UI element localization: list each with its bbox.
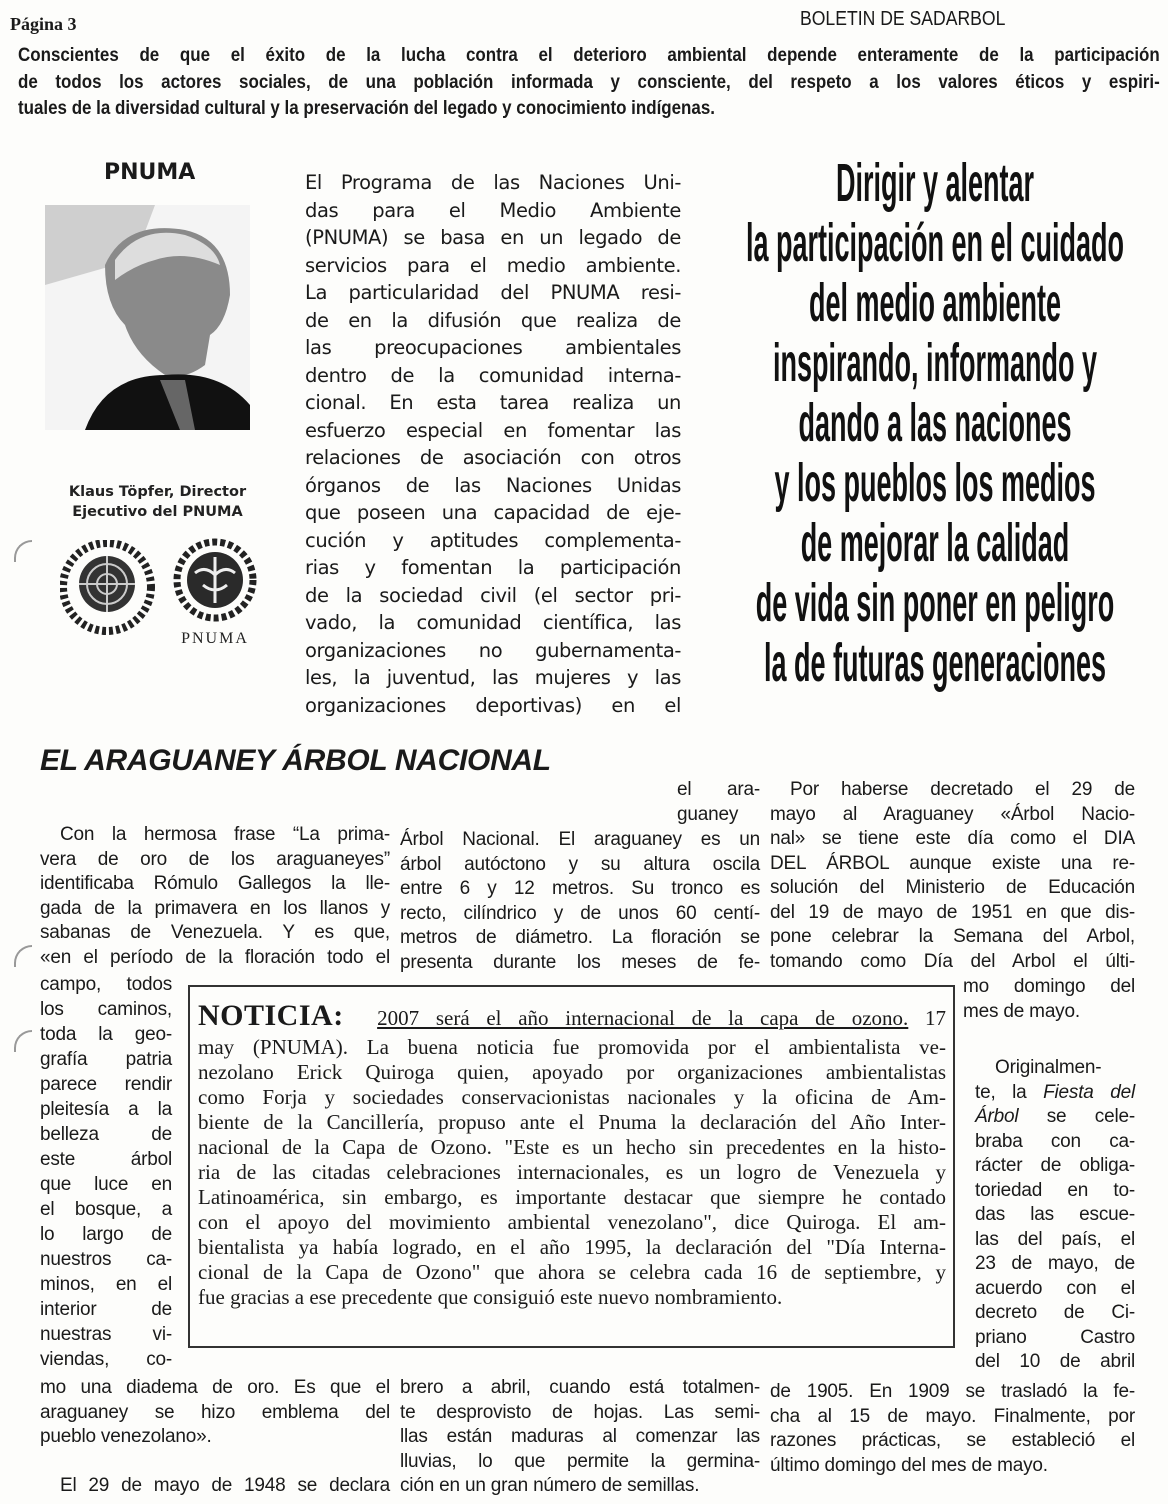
text-line: La particularidad del PNUMA resi- xyxy=(305,281,681,304)
intro-paragraph xyxy=(18,43,1160,123)
text-line: Originalmen- xyxy=(995,1057,1102,1078)
text-line: das las escue- xyxy=(975,1204,1135,1225)
text-line: grafía patria xyxy=(40,1049,172,1070)
text-line: árbol autóctono y su altura oscila xyxy=(400,853,760,875)
text-line xyxy=(975,1081,1135,1106)
text-line: pone celebrar la Semana del Arbol, xyxy=(770,926,1135,947)
text-line: inspirando, informando y xyxy=(772,333,1098,393)
text-line: belleza de xyxy=(40,1124,172,1145)
text-line: El 29 de mayo de 1948 se declara xyxy=(60,1475,390,1496)
text-line: metros de diámetro. La floración se xyxy=(400,927,760,948)
text-line: minos, en el xyxy=(40,1274,172,1295)
text-line: la participación en el cuidado xyxy=(745,213,1125,273)
text-line: las preocupaciones ambientales xyxy=(305,336,681,359)
text-line: El Programa de las Naciones Uni- xyxy=(305,171,681,194)
text-line: vera de oro de los araguaneyes” xyxy=(40,848,390,870)
text-line: identificaba Rómulo Gallegos la lle- xyxy=(40,873,390,894)
text-line: vado, la comunidad científica, las xyxy=(305,611,681,634)
pnuma-body-text xyxy=(305,169,681,719)
text-line: que poseen una capacidad de eje- xyxy=(305,501,681,524)
text-line: acuerdo con el xyxy=(975,1277,1135,1299)
text-line: parece rendir xyxy=(40,1074,172,1095)
text-line: interior de xyxy=(40,1299,172,1320)
svg-text:PNUMA: PNUMA xyxy=(181,630,249,647)
text-segment: te, la xyxy=(975,1081,1044,1103)
caption-line: Ejecutivo del PNUMA xyxy=(72,504,243,520)
text-line: tomando como Día del Arbol el últi- xyxy=(770,950,1135,972)
article-heading: EL ARAGUANEY ÁRBOL NACIONAL xyxy=(40,744,551,777)
article-col3-bottom xyxy=(770,1380,1135,1478)
pnuma-title: PNUMA xyxy=(104,160,196,185)
text-line: cional. En esta tarea realiza un xyxy=(305,391,681,414)
text-line: dando a las naciones xyxy=(798,393,1072,453)
news-title: 2007 será el año internacional de la capa de ozono. xyxy=(377,1006,909,1030)
news-date: 17 xyxy=(908,1006,947,1030)
text-line: de en la difusión que realiza de xyxy=(305,308,681,332)
text-line: cha al 15 de mayo. Finalmente, por xyxy=(770,1405,1135,1427)
text-line: viendas, co- xyxy=(40,1349,172,1370)
text-line: los caminos, xyxy=(40,999,172,1020)
text-line: Con la hermosa frase “La prima- xyxy=(60,824,390,845)
text-line: dentro de la comunidad interna- xyxy=(305,363,681,387)
text-line: las del país, el xyxy=(975,1228,1135,1250)
text-line: tuales de la diversidad cultural y la preservación del legado y conocimiento indígenas. xyxy=(18,98,715,119)
text-line: mo domingo del xyxy=(963,976,1135,997)
text-line: organizaciones no gubernamenta- xyxy=(305,638,681,662)
photo-caption xyxy=(30,482,285,522)
news-headline-line xyxy=(198,999,946,1035)
text-line: campo, todos xyxy=(40,974,172,995)
text-line: mayo al Araguaney «Árbol Nacio- xyxy=(770,803,1135,825)
news-text xyxy=(198,999,946,1310)
text-line: gada de la primavera en los llanos y xyxy=(40,897,390,919)
text-line: este árbol xyxy=(40,1149,172,1170)
text-line: bientalista ya había logrado, en el año 1995, la declaración del "Día Interna- xyxy=(198,1235,946,1259)
text-line: biente de la Cancillería, propuso ante el Pnuma la declaración del Año Inter- xyxy=(198,1110,946,1134)
text-line: cional de la Capa de Ozono" que ahora se celebra cada 16 de septiembre, y xyxy=(198,1260,946,1284)
text-line: may (PNUMA). La buena noticia fue promovida por el ambientalista ve- xyxy=(198,1035,946,1059)
text-line: Latinoamérica, sin embargo, es importante destacar que siempre he contado xyxy=(198,1185,946,1209)
text-line: guaney xyxy=(677,803,739,825)
text-line: rias y fomentan la participación xyxy=(305,556,681,579)
text-line: fue gracias a ese precedente que consiguió este nuevo nombramiento. xyxy=(198,1285,783,1309)
text-line: 23 de mayo, de xyxy=(975,1253,1135,1274)
text-segment: Árbol xyxy=(975,1106,1019,1127)
text-line: lo largo de xyxy=(40,1224,172,1245)
text-line: de 1905. En 1909 se trasladó la fe- xyxy=(770,1381,1135,1402)
text-line: priano Castro xyxy=(975,1326,1135,1348)
text-line: «en el período de la floración todo el xyxy=(40,946,390,968)
text-line: pleitesía a la xyxy=(40,1099,172,1120)
text-line: de vida sin poner en peligro xyxy=(755,573,1115,633)
article-col1-narrow xyxy=(40,972,172,1372)
news-label: NOTICIA: xyxy=(198,999,344,1032)
text-line: sabanas de Venezuela. Y es que, xyxy=(40,922,390,943)
text-line: les, la juventud, las mujeres y las xyxy=(305,666,681,689)
text-line: toriedad en to- xyxy=(975,1179,1135,1201)
text-line: rácter de obliga- xyxy=(975,1155,1135,1176)
text-line: das para el Medio Ambiente xyxy=(305,198,681,222)
text-line: del 19 de mayo de 1951 en que dis- xyxy=(770,901,1135,923)
text-line: de todos los actores sociales, de una población informada y consciente, del respeto a los valores éticos y espiri- xyxy=(18,71,1160,93)
text-line: nuestras vi- xyxy=(40,1324,172,1345)
text-line: Por haberse decretado el 29 de xyxy=(790,779,1135,800)
text-line: nuestros ca- xyxy=(40,1249,172,1270)
un-emblem-logo xyxy=(60,540,155,635)
text-line: Conscientes de que el éxito de la lucha contra el deterioro ambiental depende enteramente de la participación xyxy=(18,45,1160,66)
text-line: mes de mayo. xyxy=(963,1000,1080,1022)
text-line: presenta durante los meses de fe- xyxy=(400,951,760,973)
article-col3-narrow-2 xyxy=(975,1056,1135,1375)
text-line: braba con ca- xyxy=(975,1130,1135,1152)
page-number: Página 3 xyxy=(10,14,77,34)
text-line: pueblo venezolano». xyxy=(40,1426,212,1447)
text-line: nezolano Erick Quiroga quien, apoyado por organizaciones ambientalistas xyxy=(198,1060,946,1084)
article-col3-narrow xyxy=(963,975,1135,1024)
text-line: y los pueblos los medios xyxy=(774,453,1096,513)
text-line: como Forja y sociedades conservacionistas nacionales y la oficina de Am- xyxy=(198,1085,946,1109)
text-line: cución y aptitudes complementa- xyxy=(305,528,681,552)
text-line: relaciones de asociación con otros xyxy=(305,446,681,469)
text-line: nal» se tiene este día como el DIA xyxy=(770,828,1135,849)
text-line: te desprovisto de hojas. Las semi- xyxy=(400,1401,760,1423)
text-segment: Fiesta del xyxy=(1043,1081,1135,1103)
text-line: ria de las citadas celebraciones internacionales, es un logro de Venezuela y xyxy=(198,1160,946,1184)
text-line: mo una diadema de oro. Es que el xyxy=(40,1377,390,1398)
text-line: DEL ÁRBOL aunque existe una re- xyxy=(770,852,1135,874)
text-line: Dirigir y alentar xyxy=(835,153,1035,213)
text-line: decreto de Ci- xyxy=(975,1302,1135,1323)
text-line: el ara- xyxy=(677,779,760,800)
text-line: órganos de las Naciones Unidas xyxy=(305,473,681,497)
text-line: esfuerzo especial en fomentar las xyxy=(305,418,681,442)
director-photo xyxy=(45,205,250,430)
text-line: recto, cilíndrico y de unos 60 centí- xyxy=(400,902,760,924)
text-line: del 10 de abril xyxy=(975,1351,1135,1372)
text-line: (PNUMA) se basa en un legado de xyxy=(305,226,681,249)
news-body xyxy=(198,1035,946,1310)
article-col2-mid xyxy=(400,828,760,975)
pnuma-logo xyxy=(165,535,265,650)
scan-artifact xyxy=(14,540,32,562)
text-line: el bosque, a xyxy=(40,1199,172,1220)
article-col1-bottom xyxy=(40,1376,390,1450)
text-line: llas están maduras al comenzar las xyxy=(400,1426,760,1447)
text-line: Árbol Nacional. El araguaney es un xyxy=(400,829,760,850)
article-col2-bottom xyxy=(400,1376,760,1499)
bulletin-title: BOLETIN DE SADARBOL xyxy=(800,8,1006,30)
article-col1-last xyxy=(40,1474,390,1499)
caption-line: Klaus Töpfer, Director xyxy=(68,484,247,500)
text-line: que luce en xyxy=(40,1174,172,1195)
text-line: solución del Ministerio de Educación xyxy=(770,877,1135,898)
text-line: entre 6 y 12 metros. Su tronco es xyxy=(400,878,760,899)
text-line: nacional de la Capa de Ozono. "Este es un hecho sin precedentes en la histo- xyxy=(198,1135,946,1159)
text-line: toda la geo- xyxy=(40,1024,172,1045)
text-line: araguaney se hizo emblema del xyxy=(40,1401,390,1423)
text-line: lluvias, lo que permite la germina- xyxy=(400,1450,760,1472)
slogan-headline xyxy=(705,153,1165,693)
text-line: brero a abril, cuando está totalmen- xyxy=(400,1377,760,1398)
text-line: del medio ambiente xyxy=(808,273,1062,333)
text-line: de la sociedad civil (el sector pri- xyxy=(305,583,681,607)
text-line: la de futuras generaciones xyxy=(763,633,1107,693)
text-line: organizaciones deportivas) en el xyxy=(305,693,681,717)
article-col3-top xyxy=(770,778,1135,974)
text-line: de mejorar la calidad xyxy=(800,513,1070,573)
text-line xyxy=(975,1105,1135,1130)
text-line: último domingo del mes de mayo. xyxy=(770,1454,1048,1476)
text-line: con el apoyo del movimiento ambiental venezolano", dice Quiroga. El am- xyxy=(198,1210,946,1234)
text-segment: se cele- xyxy=(1018,1106,1135,1127)
article-col1-top xyxy=(40,823,390,970)
text-line: servicios para el medio ambiente. xyxy=(305,253,681,277)
scan-artifact xyxy=(14,1030,32,1052)
text-line: ción en un gran número de semillas. xyxy=(400,1475,700,1496)
article-col2-top xyxy=(677,778,760,827)
scan-artifact xyxy=(14,945,32,967)
text-line: razones prácticas, se estableció el xyxy=(770,1430,1135,1451)
